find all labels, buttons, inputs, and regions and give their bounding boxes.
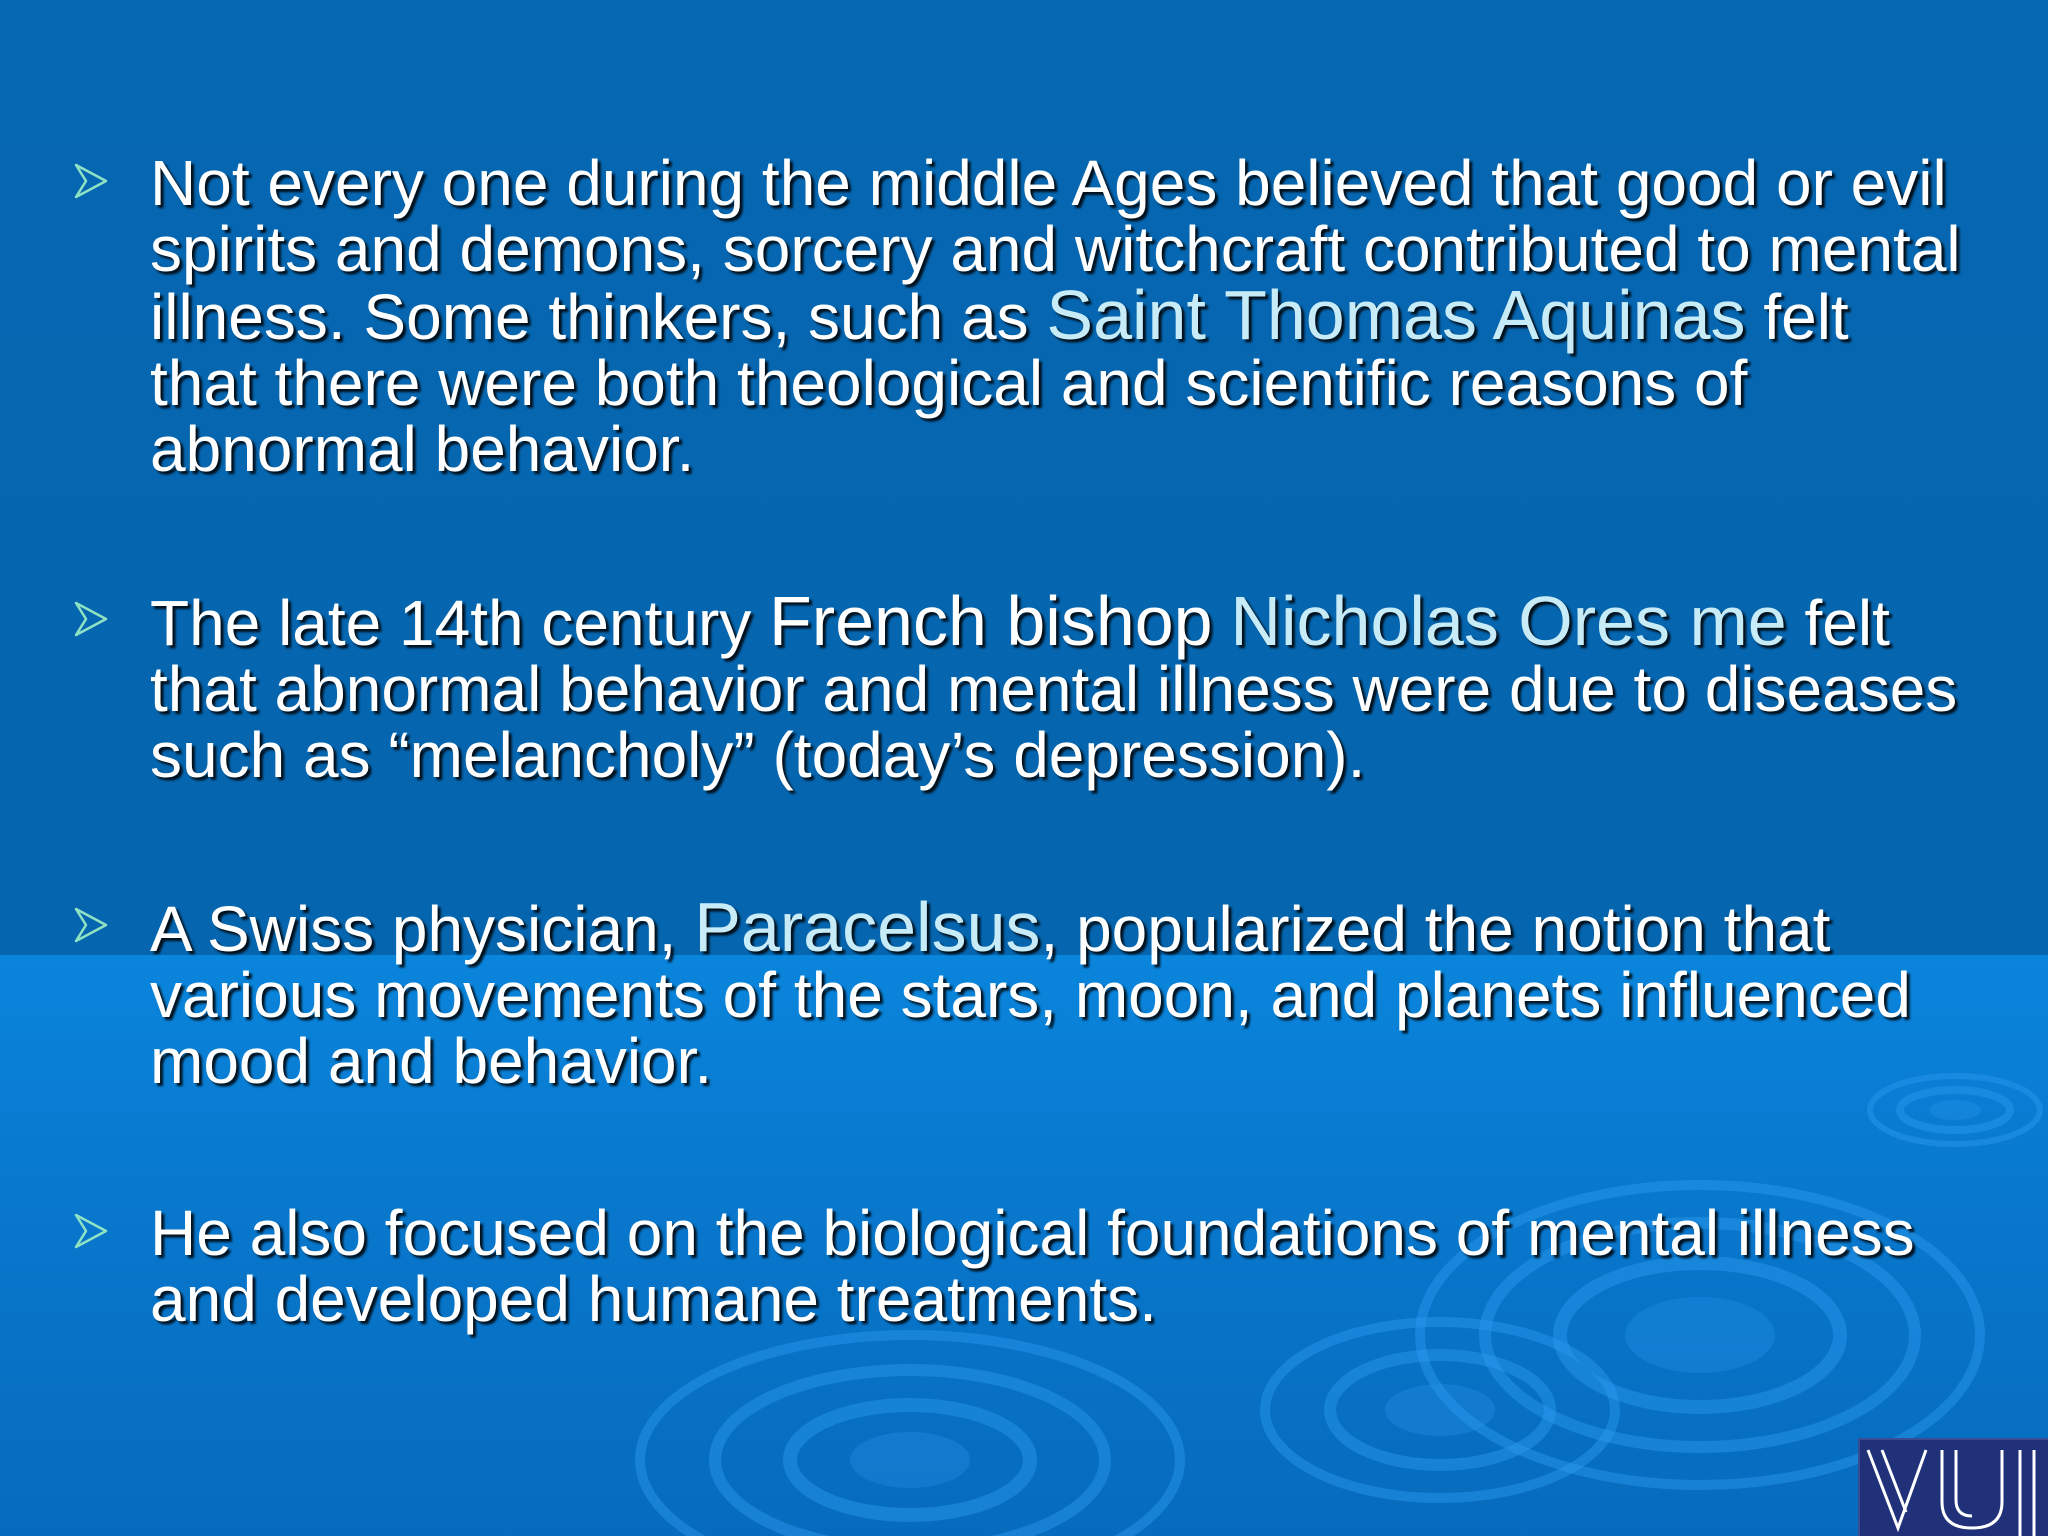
- bullet-text: , popularized the notion that various movements of the stars, moon, and planets influenced mood and behavior.: [150, 893, 1911, 1097]
- bishop-title: French bishop: [769, 582, 1213, 660]
- bullet-item-oresme: [70, 582, 1970, 791]
- bullet-list: [70, 147, 1970, 1335]
- vu-logo: [1858, 1438, 2048, 1536]
- arrowhead-bullet-icon: [74, 162, 108, 200]
- highlighted-name: Nicholas Ores me: [1230, 582, 1787, 660]
- arrowhead-bullet-icon: [74, 906, 108, 944]
- bullet-text: He also focused on the biological foundations of mental illness and developed humane treatments.: [150, 1197, 1915, 1335]
- bullet-text: A Swiss physician,: [150, 893, 695, 965]
- bullet-item-humane-treatments: [70, 1197, 1970, 1335]
- bullet-item-paracelsus: [70, 888, 1970, 1097]
- bullet-text: The late 14th century: [150, 587, 770, 659]
- bullet-text: felt that abnormal behavior and mental illness were due to diseases such as “melancholy” (today’s depression).: [150, 587, 1958, 791]
- arrowhead-bullet-icon: [74, 600, 108, 638]
- bullet-item-aquinas: [70, 147, 1970, 485]
- bullet-text: Not every one during the middle Ages believed that good or evil spirits and demons, sorcery and witchcraft contributed to mental illness. Some thinkers, such as: [150, 147, 1961, 353]
- arrowhead-bullet-icon: [74, 1212, 108, 1250]
- vu-logo-mark: [1860, 1440, 2048, 1536]
- highlighted-name: Paracelsus: [694, 888, 1041, 966]
- highlighted-name: Saint Thomas Aquinas: [1046, 276, 1746, 354]
- bullet-text: felt that there were both theological and scientific reasons of abnormal behavior.: [150, 281, 1849, 485]
